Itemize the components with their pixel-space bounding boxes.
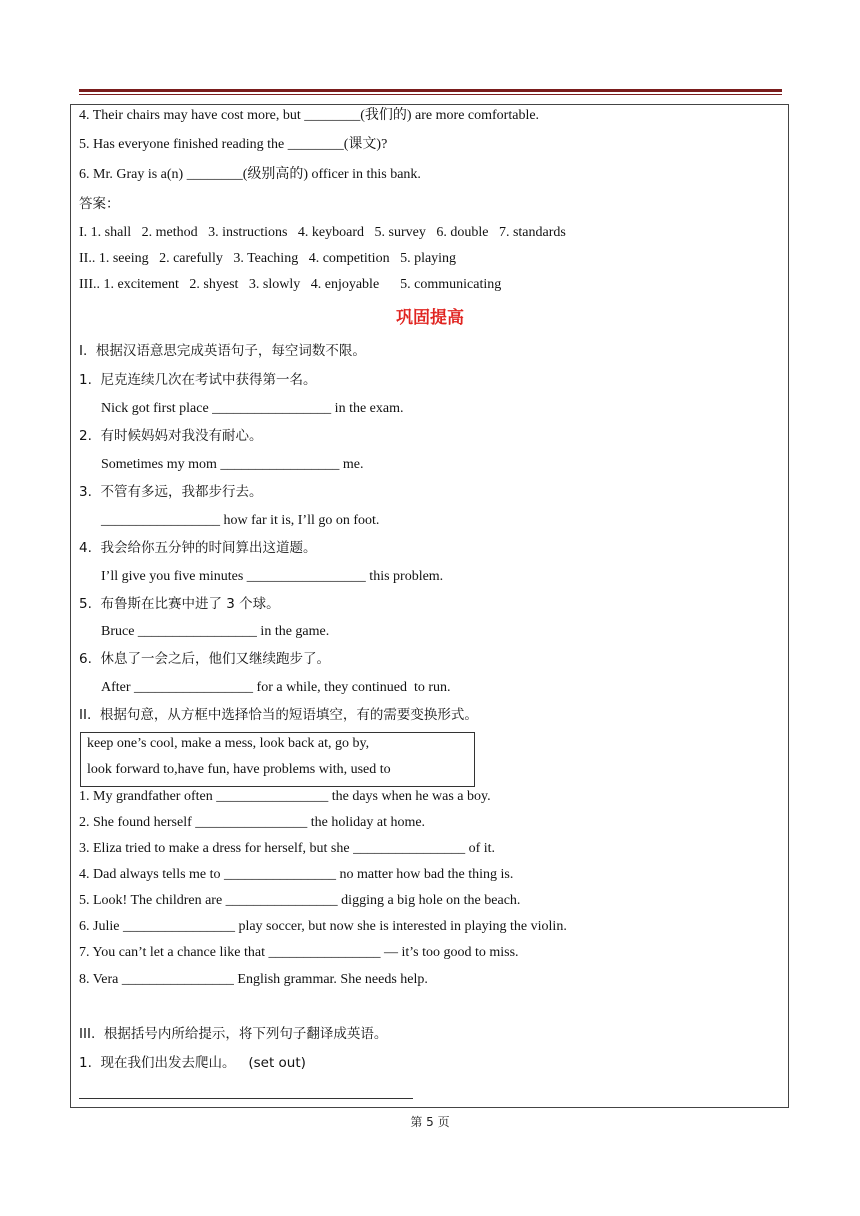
part1-item-2-cn: 2. 有时候妈妈对我没有耐心。	[79, 428, 263, 444]
part2-heading: II. 根据句意，从方框中选择恰当的短语填空，有的需要变换形式。	[79, 707, 478, 723]
part1-item-2-en: Sometimes my mom _________________ me.	[101, 457, 364, 472]
part1-item-3-en: _________________ how far it is, I’ll go on foot.	[101, 513, 380, 528]
part1-item-1-en: Nick got first place _________________ in the exam.	[101, 401, 404, 416]
answers-part-1: I. 1. shall 2. method 3. instructions 4. keyboard 5. survey 6. double 7. standards	[79, 225, 566, 240]
part1-item-4-cn: 4. 我会给你五分钟的时间算出这道题。	[79, 540, 317, 556]
question-6: 6. Mr. Gray is a(n) ________(级别高的) officer in this bank.	[79, 167, 421, 182]
phrase-box-line-2: look forward to,have fun, have problems with, used to	[87, 762, 391, 777]
part2-item-7: 7. You can’t let a chance like that ________________ — it’s too good to miss.	[79, 945, 519, 960]
question-5: 5. Has everyone finished reading the ________(课文)?	[79, 137, 388, 152]
header-rule-thin	[79, 94, 782, 95]
part1-item-1-cn: 1. 尼克连续几次在考试中获得第一名。	[79, 372, 317, 388]
part3-item-1: 1. 现在我们出发去爬山。 (set out)	[79, 1055, 306, 1071]
part1-item-6-cn: 6. 休息了一会之后，他们又继续跑步了。	[79, 651, 330, 667]
part2-item-6: 6. Julie ________________ play soccer, but now she is interested in playing the violin.	[79, 919, 567, 934]
part2-item-1: 1. My grandfather often ________________ the days when he was a boy.	[79, 789, 491, 804]
answers-part-3: III.. 1. excitement 2. shyest 3. slowly 4. enjoyable 5. communicating	[79, 277, 502, 292]
answers-label: 答案：	[79, 196, 120, 212]
part2-item-3: 3. Eliza tried to make a dress for herself, but she ________________ of it.	[79, 841, 496, 856]
phrase-box-line-1: keep one’s cool, make a mess, look back at, go by,	[87, 736, 370, 751]
section-title: 巩固提高	[396, 308, 464, 328]
part1-item-3-cn: 3. 不管有多远，我都步行去。	[79, 484, 263, 500]
part1-item-4-en: I’ll give you five minutes _________________ this problem.	[101, 569, 444, 584]
part2-item-2: 2. She found herself ________________ the holiday at home.	[79, 815, 426, 830]
header-rule	[79, 89, 782, 92]
part1-item-5-en: Bruce _________________ in the game.	[101, 624, 330, 639]
answer-line	[79, 1098, 413, 1099]
part1-item-6-en: After _________________ for a while, they continued to run.	[101, 680, 451, 695]
part2-item-4: 4. Dad always tells me to ________________ no matter how bad the thing is.	[79, 867, 514, 882]
answers-part-2: II.. 1. seeing 2. carefully 3. Teaching 4. competition 5. playing	[79, 251, 457, 266]
part2-item-5: 5. Look! The children are ________________ digging a big hole on the beach.	[79, 893, 521, 908]
part1-item-5-cn: 5. 布鲁斯在比赛中进了 3 个球。	[79, 596, 280, 612]
page-number: 第 5 页	[410, 1115, 450, 1129]
part3-heading: III. 根据括号内所给提示，将下列句子翻译成英语。	[79, 1026, 388, 1042]
part1-heading: I. 根据汉语意思完成英语句子，每空词数不限。	[79, 343, 366, 359]
question-4: 4. Their chairs may have cost more, but ________(我们的) are more comfortable.	[79, 108, 540, 123]
part2-item-8: 8. Vera ________________ English grammar. She needs help.	[79, 972, 428, 987]
